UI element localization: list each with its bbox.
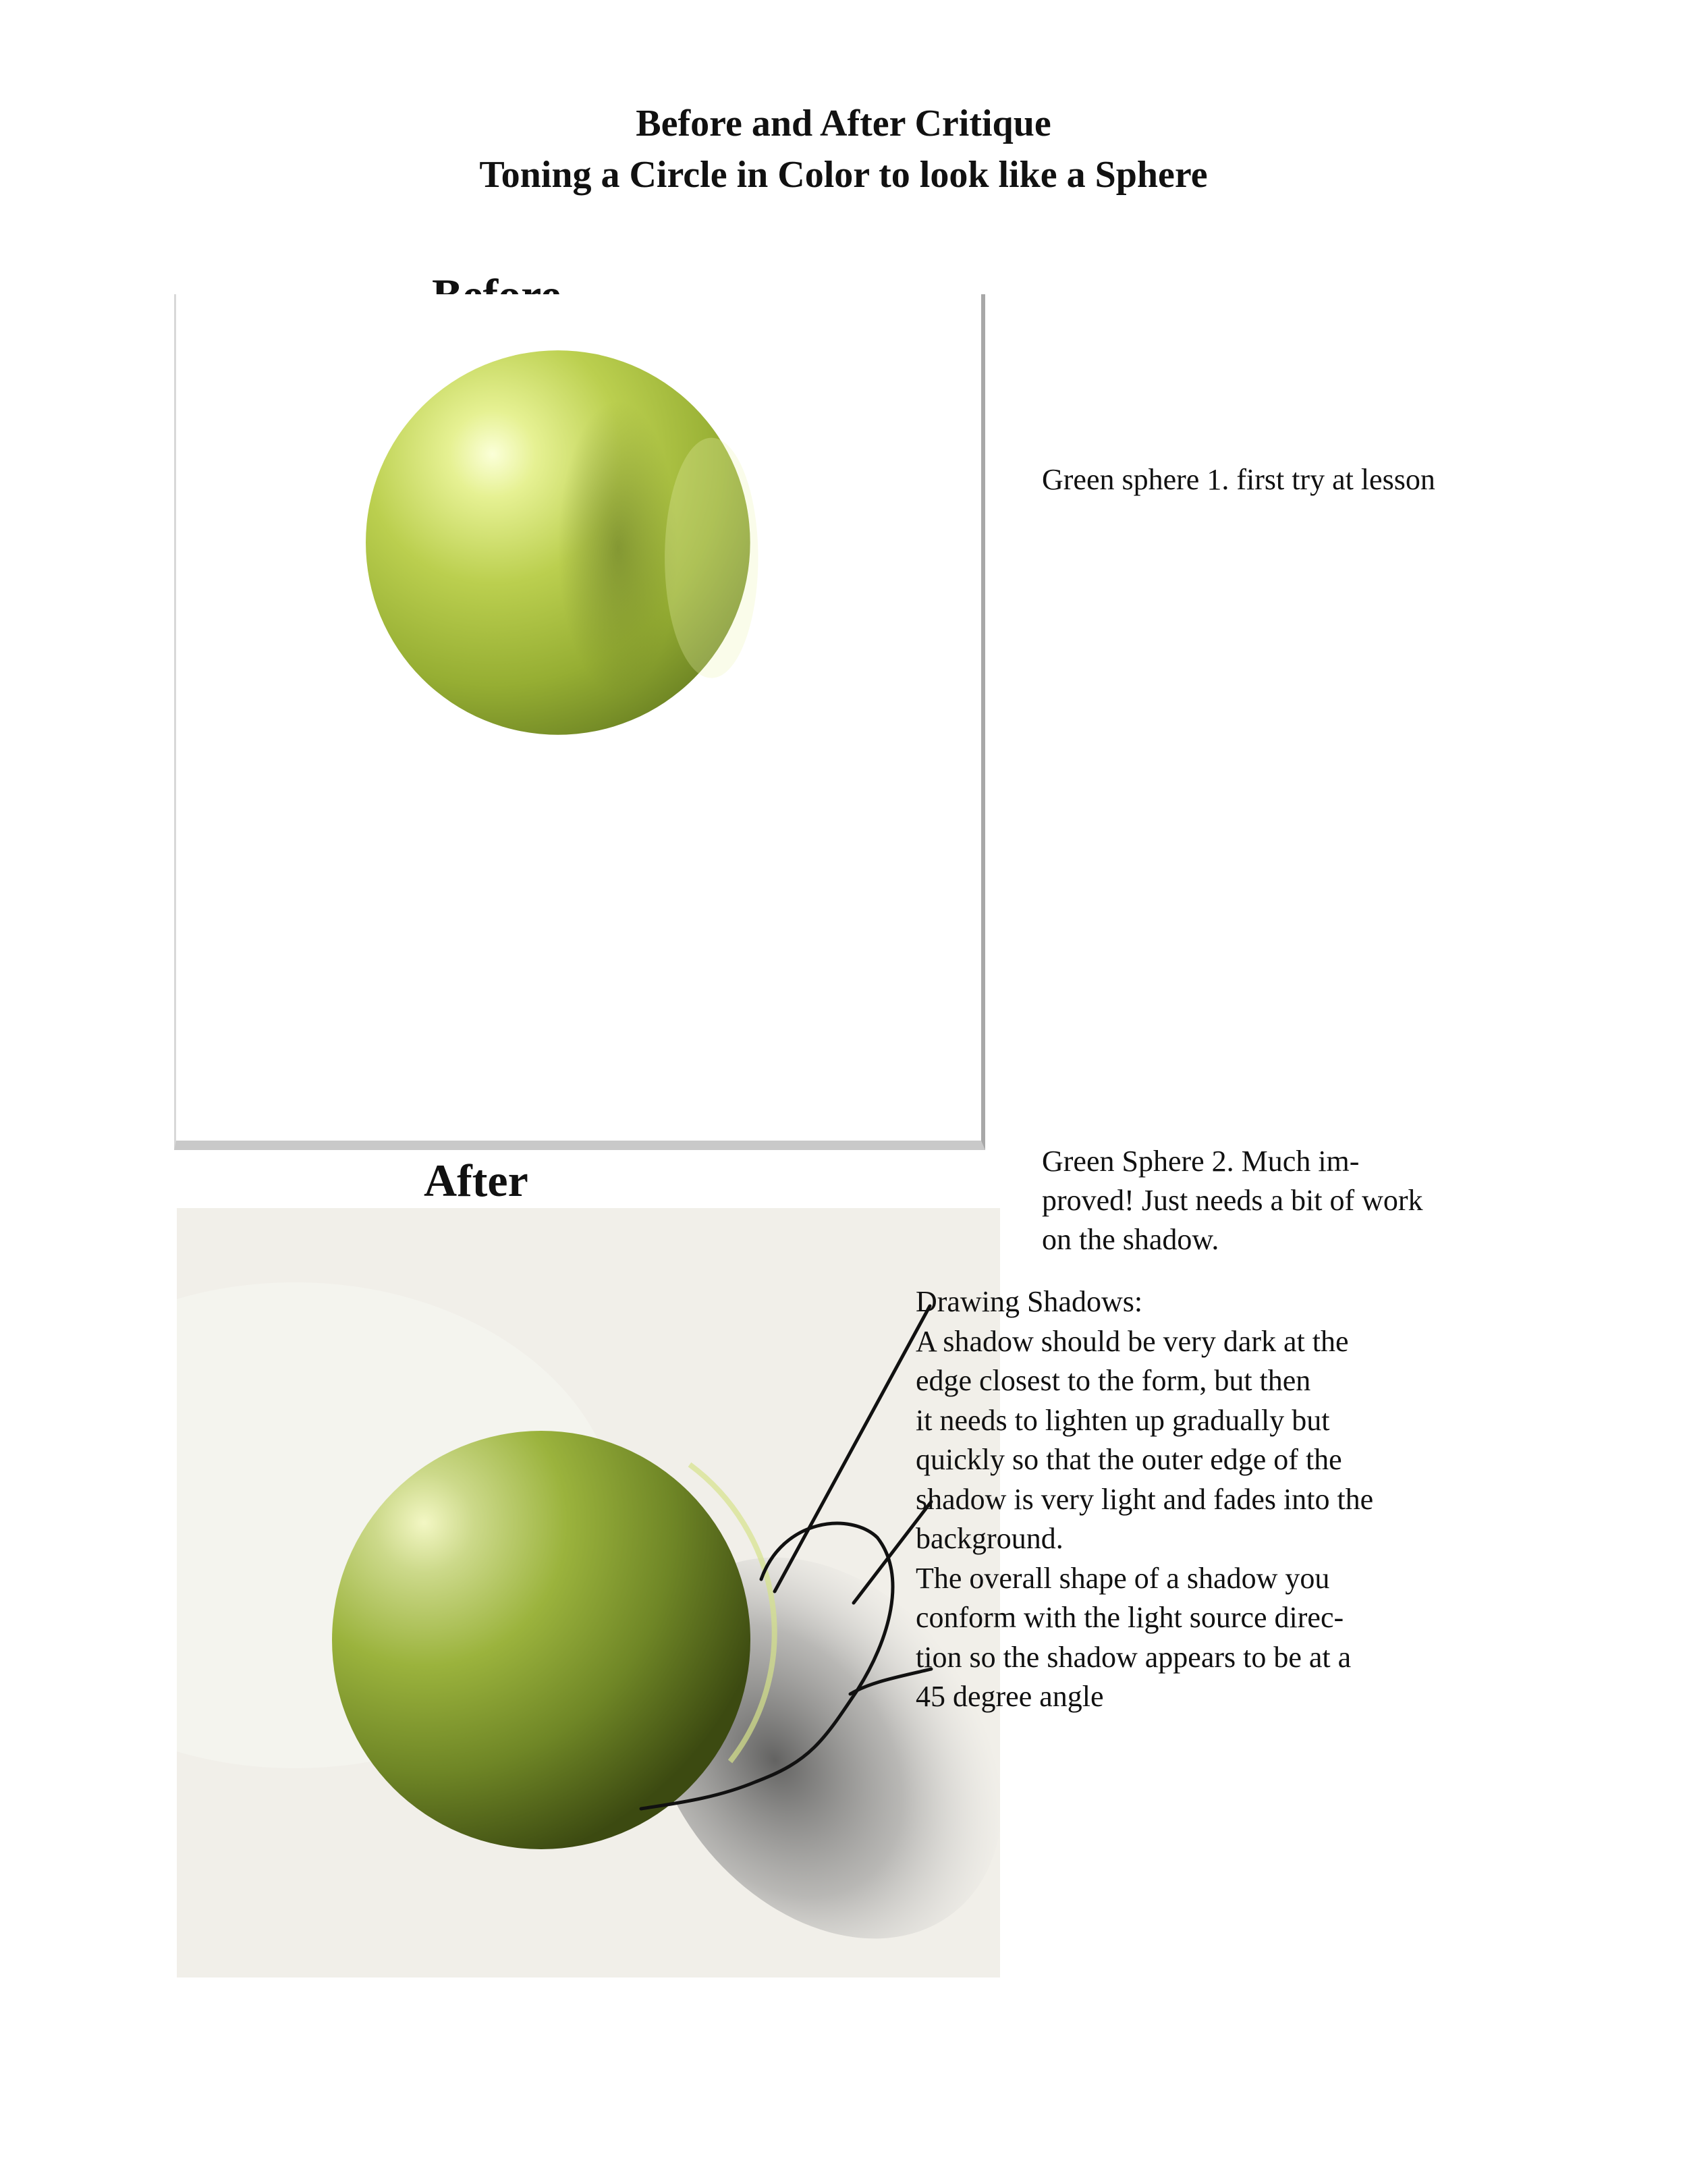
after-caption-line: proved! Just needs a bit of work — [1042, 1184, 1423, 1217]
notes-line: it needs to lighten up gradually but — [916, 1403, 1330, 1437]
document-subtitle: Toning a Circle in Color to look like a Sphere — [479, 154, 1208, 196]
notes-line: 45 degree angle — [916, 1680, 1104, 1713]
notes-line: tion so the shadow appears to be at a — [916, 1640, 1352, 1674]
after-caption-line: Green Sphere 2. Much im- — [1042, 1145, 1360, 1178]
notes-line: edge closest to the form, but then — [916, 1364, 1311, 1397]
notes-line: background. — [916, 1522, 1063, 1555]
before-sphere-drawing — [176, 294, 981, 1141]
notes-line: shadow is very light and fades into the — [916, 1482, 1374, 1516]
after-label: After — [424, 1155, 528, 1206]
shadow-notes — [916, 1282, 1456, 1717]
document-title: Before and After Critique — [636, 103, 1051, 144]
notes-line: quickly so that the outer edge of the — [916, 1443, 1342, 1476]
notes-line: conform with the light source direc- — [916, 1601, 1344, 1634]
notes-line: The overall shape of a shadow you — [916, 1561, 1330, 1595]
after-caption-line: on the shadow. — [1042, 1223, 1219, 1256]
before-sphere-photo — [174, 294, 985, 1150]
notes-line: A shadow should be very dark at the — [916, 1324, 1349, 1358]
after-sphere-photo — [177, 1208, 1000, 1977]
after-caption — [1042, 1142, 1474, 1259]
notes-heading: Drawing Shadows: — [916, 1285, 1143, 1318]
before-caption: Green sphere 1. first try at lesson — [1042, 463, 1435, 496]
after-sphere-drawing — [177, 1208, 1000, 1977]
